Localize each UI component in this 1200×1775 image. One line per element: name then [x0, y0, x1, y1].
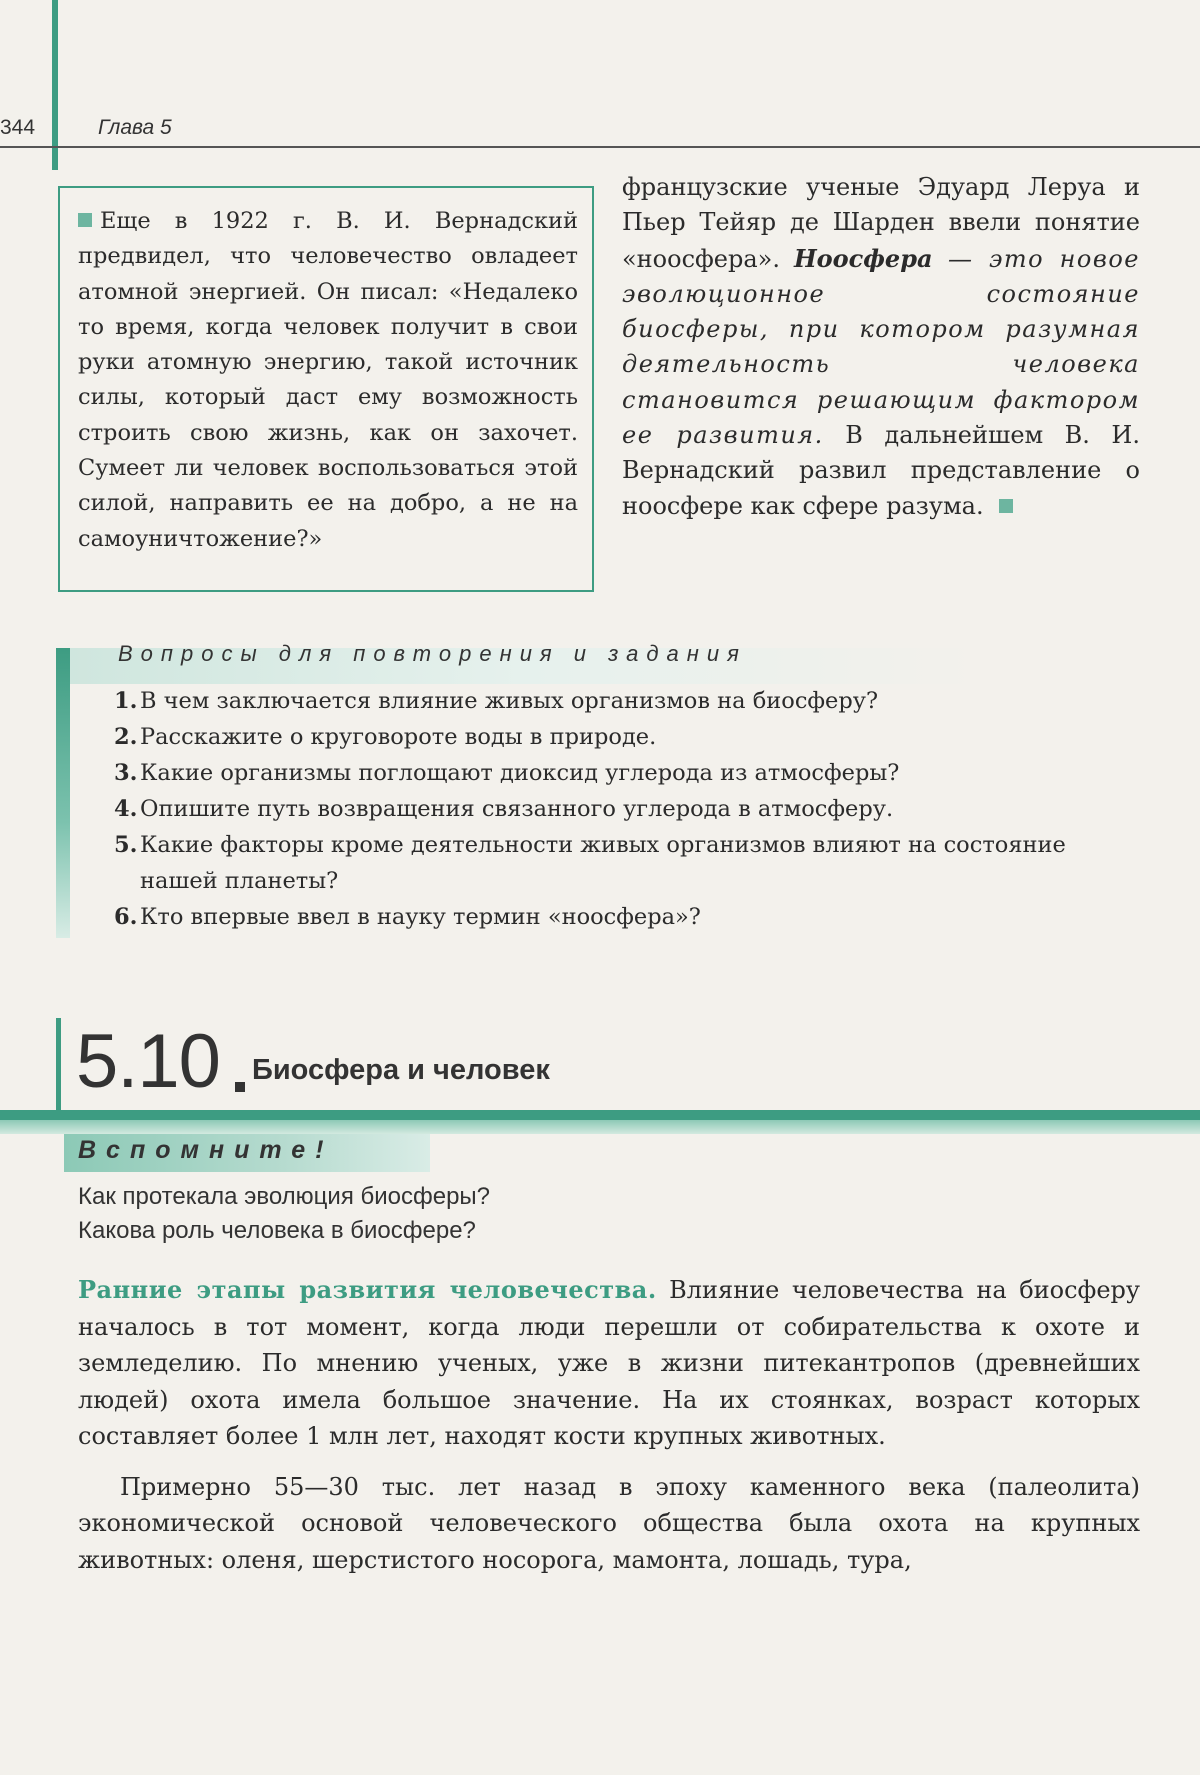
question-item: 4. Опишите путь возвращения связанного углерода в атмосферу.	[114, 796, 894, 822]
paragraph-1-text: Влияние человечества на биосферу началось в тот момент, когда люди перешли от собирательства к охоте и земледелию. По мнению ученых, уже в жизни питекантропов (древнейших людей) охота имела большое значение. На их стоянках, возраст которых составляет более 1 млн лет, находят кости крупных животных.	[78, 1276, 1141, 1450]
question-item: 6. Кто впервые ввел в науку термин «ноосфера»?	[114, 904, 701, 930]
remember-line: Какова роль человека в биосфере?	[78, 1217, 476, 1244]
header-vertical-rule	[52, 0, 58, 170]
question-item: 2. Расскажите о круговороте воды в природе.	[114, 724, 657, 750]
section-number: 5.10	[76, 1019, 220, 1104]
quote-text	[78, 204, 578, 557]
section-vertical-rule	[56, 1018, 61, 1118]
section-band	[0, 1110, 1200, 1120]
noosphere-term: Ноосфера	[793, 243, 933, 273]
header-rule	[0, 146, 1200, 148]
square-bullet-icon	[78, 213, 92, 227]
section-band-gradient	[0, 1120, 1200, 1134]
remember-title: Вспомните!	[78, 1136, 334, 1164]
question-item: 5. Какие факторы кроме деятельности живых организмов влияют на состояние нашей планеты?	[114, 832, 1066, 894]
question-item: 3. Какие организмы поглощают диоксид углерода из атмосферы?	[114, 760, 900, 786]
noosphere-rest: В дальнейшем В. И. Вернадский развил представление о ноосфере как сфере разума.	[622, 421, 1140, 520]
noosphere-intro: французские ученые Эдуард Леруа и Пьер Тейяр де Шарден ввели понятие «ноосфера».	[622, 173, 1140, 273]
chapter-title: Глава 5	[98, 116, 172, 139]
section-title: Биосфера и человек	[252, 1054, 550, 1086]
right-column-text	[622, 170, 1140, 524]
remember-line: Как протекала эволюция биосферы?	[78, 1183, 491, 1210]
quote-body: Еще в 1922 г. В. И. Вернадский предвидел, что человечество овладеет атомной энергией. Он писал: «Недалеко то время, когда человек получит в свои руки атомную энергию, такой источник силы, который даст ему возможность строить свою жизнь, как он захочет. Сумеет ли человек воспользоваться этой силой, направить ее на добро, а не на самоуничтожение?»	[78, 208, 578, 552]
questions-title: Вопросы для повторения и задания	[118, 641, 747, 666]
remember-questions	[78, 1180, 490, 1248]
section-dot	[235, 1082, 245, 1092]
page-number: 344	[0, 116, 36, 139]
questions-side-bar	[56, 648, 70, 938]
paragraph-2: Примерно 55—30 тыс. лет назад в эпоху каменного века (палеолита) экономической основой человеческого общества была охота на крупных животных: оленя, шерстистого носорога, мамонта, лошадь, тура,	[78, 1472, 1140, 1574]
paragraph-1	[78, 1272, 1140, 1455]
quote-box	[58, 186, 594, 592]
questions-list	[114, 683, 1150, 935]
question-item: 1. В чем заключается влияние живых организмов на биосферу?	[114, 688, 879, 714]
noosphere-definition: — это новое эволюционное состояние биосферы, при котором разумная деятельность человека становится решающим фактором ее развития.	[622, 244, 1140, 450]
body-text	[78, 1272, 1140, 1578]
paragraph-lead: Ранние этапы развития человечества.	[78, 1275, 657, 1304]
square-end-icon	[999, 499, 1013, 513]
